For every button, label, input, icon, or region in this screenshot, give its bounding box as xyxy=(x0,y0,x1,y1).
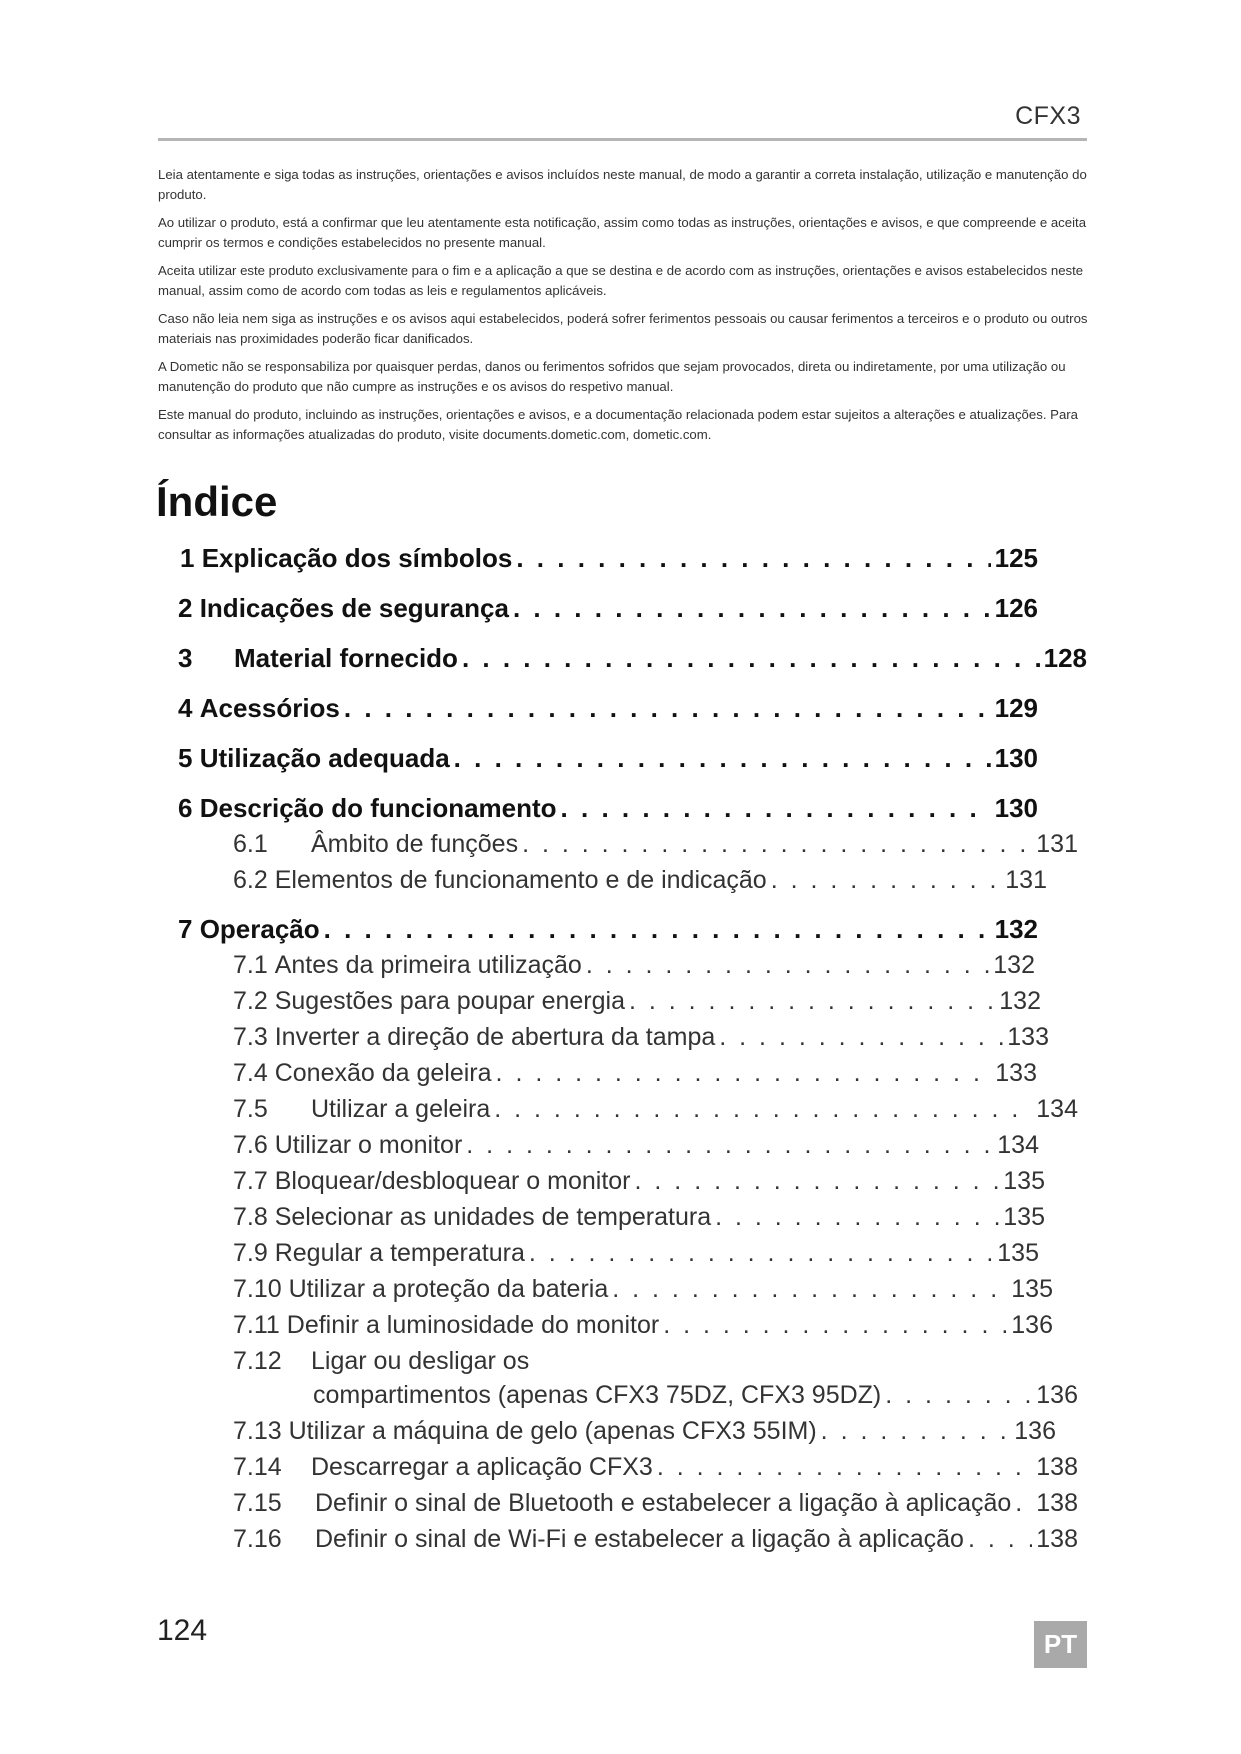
intro-paragraph: Leia atentamente e siga todas as instruções, orientações e avisos incluídos neste manual, de modo a garantir a correta instalação, utilização e manutenção do produto. xyxy=(158,167,1087,202)
toc-leader-dots xyxy=(462,643,1040,674)
toc-entry-2[interactable] xyxy=(178,593,1038,624)
toc-entry-text: Conexão da geleira xyxy=(274,1059,492,1087)
toc-leader-dots xyxy=(715,1203,999,1232)
toc-entry-7-10[interactable] xyxy=(233,1275,1053,1304)
toc-entry-5[interactable] xyxy=(178,743,1038,774)
intro-paragraph: Este manual do produto, incluindo as instruções, orientações e avisos, e a documentação relacionada podem estar sujeitos a alterações e atualizações. Para consultar as informações atualizadas do produto, visite documents.dometic.com, dometic.com. xyxy=(158,407,1079,442)
toc-entry-number: 7.15 xyxy=(233,1489,282,1517)
toc-leader-dots xyxy=(496,1059,992,1088)
toc-entry-number: 5 xyxy=(178,743,193,773)
toc-entry-page: 131 xyxy=(1036,830,1078,858)
toc-leader-dots xyxy=(454,743,991,774)
toc-entry-number: 1 xyxy=(180,543,195,573)
toc-entry-number: 4 xyxy=(178,693,193,723)
toc-entry-text: Utilizar a geleira xyxy=(311,1095,491,1123)
toc-entry-page: 133 xyxy=(1007,1023,1049,1051)
toc-entry-page: 129 xyxy=(994,693,1038,723)
toc-entry-page: 130 xyxy=(994,743,1038,773)
language-badge: PT xyxy=(1034,1621,1087,1668)
toc-entry-7-2[interactable] xyxy=(233,987,1041,1016)
toc-entry-page: 132 xyxy=(999,987,1041,1015)
toc-entry-text: Material fornecido xyxy=(234,643,458,673)
toc-entry-text: Inverter a direção de abertura da tampa xyxy=(274,1023,716,1051)
toc-entry-number: 7.4 xyxy=(233,1059,268,1087)
toc-entry-number: 7.7 xyxy=(233,1167,268,1195)
toc-entry-text: Descrição do funcionamento xyxy=(199,793,557,823)
toc-entry-number: 7.1 xyxy=(233,951,268,979)
toc-entry-1[interactable] xyxy=(180,543,1038,574)
toc-entry-text: Antes da primeira utilização xyxy=(274,951,582,979)
toc-entry-page: 128 xyxy=(1043,643,1087,673)
toc-entry-number: 7.2 xyxy=(233,987,268,1015)
toc-entry-7-1[interactable] xyxy=(233,951,1035,980)
toc-entry-text: Sugestões para poupar energia xyxy=(274,987,625,1015)
toc-leader-dots xyxy=(522,830,1032,859)
intro-paragraph: A Dometic não se responsabiliza por quaisquer perdas, danos ou ferimentos sofridos que sejam provocados, direta ou indiretamente, por uma utilização ou manutenção do produto que não cumpre as instruções e os avisos do respetivo manual. xyxy=(158,359,1066,394)
toc-leader-dots xyxy=(586,951,989,980)
toc-entry-number: 7.10 xyxy=(233,1275,282,1303)
toc-entry-number: 3 xyxy=(178,643,193,673)
toc-entry-text: Indicações de segurança xyxy=(199,593,509,623)
toc-entry-page: 136 xyxy=(1011,1311,1053,1339)
toc-entry-7-3[interactable] xyxy=(233,1023,1049,1052)
toc-leader-dots xyxy=(771,866,1002,895)
toc-entry-7-15[interactable] xyxy=(233,1489,1078,1518)
toc-entry-page: 135 xyxy=(1003,1203,1045,1231)
toc-entry-text: Utilizar a proteção da bateria xyxy=(288,1275,609,1303)
toc-leader-dots xyxy=(324,914,991,945)
toc-entry-7-6[interactable] xyxy=(233,1131,1039,1160)
toc-entry-number: 7.11 xyxy=(233,1311,280,1339)
toc-entry-page: 125 xyxy=(994,543,1038,573)
toc-entry-7-7[interactable] xyxy=(233,1167,1045,1196)
document-header-title: CFX3 xyxy=(1015,102,1081,130)
toc-entry-page: 138 xyxy=(1036,1453,1078,1481)
toc-leader-dots xyxy=(494,1095,1032,1124)
page-number: 124 xyxy=(157,1614,208,1647)
toc-entry-text: Selecionar as unidades de temperatura xyxy=(274,1203,712,1231)
toc-leader-dots xyxy=(561,793,991,824)
toc-entry-number: 7.8 xyxy=(233,1203,268,1231)
toc-entry-page: 135 xyxy=(997,1239,1039,1267)
toc-entry-text: Descarregar a aplicação CFX3 xyxy=(311,1453,653,1481)
toc-entry-page: 136 xyxy=(1014,1417,1056,1445)
toc-entry-7-12-continued[interactable] xyxy=(313,1381,1078,1410)
toc-entry-6-1[interactable] xyxy=(233,830,1078,859)
toc-entry-number: 7.9 xyxy=(233,1239,268,1267)
toc-entry-text-continued: compartimentos (apenas CFX3 75DZ, CFX3 95DZ) xyxy=(313,1381,882,1409)
toc-entry-page: 136 xyxy=(1036,1381,1078,1409)
toc-entry-7-16[interactable] xyxy=(233,1525,1078,1554)
toc-entry-number: 6.1 xyxy=(233,830,268,858)
toc-entry-number: 2 xyxy=(178,593,193,623)
toc-entry-page: 130 xyxy=(994,793,1038,823)
toc-entry-number: 7.6 xyxy=(233,1131,268,1159)
toc-entry-page: 138 xyxy=(1036,1489,1078,1517)
toc-entry-7-14[interactable] xyxy=(233,1453,1078,1482)
toc-entry-3[interactable] xyxy=(178,643,1087,674)
toc-entry-text: Acessórios xyxy=(199,693,340,723)
intro-paragraph: Caso não leia nem siga as instruções e os avisos aqui estabelecidos, poderá sofrer ferimentos pessoais ou causar ferimentos a terceiros e o produto ou outros materiais nas proximidades poderão ficar danificados. xyxy=(158,311,1088,346)
toc-leader-dots xyxy=(821,1417,1011,1446)
toc-entry-number: 7.5 xyxy=(233,1095,268,1123)
toc-entry-page: 131 xyxy=(1005,866,1047,894)
toc-title: Índice xyxy=(156,478,278,525)
toc-entry-number: 7.16 xyxy=(233,1525,282,1553)
toc-leader-dots xyxy=(612,1275,1007,1304)
toc-leader-dots xyxy=(663,1311,1007,1340)
toc-entry-page: 135 xyxy=(1011,1275,1053,1303)
toc-entry-7-4[interactable] xyxy=(233,1059,1037,1088)
toc-entry-page: 126 xyxy=(994,593,1038,623)
toc-entry-text: Definir o sinal de Wi-Fi e estabelecer a ligação à aplicação xyxy=(315,1525,964,1553)
toc-leader-dots xyxy=(635,1167,1000,1196)
toc-entry-text: Operação xyxy=(199,914,320,944)
toc-entry-number: 6.2 xyxy=(233,866,268,894)
toc-entry-6-2[interactable] xyxy=(233,866,1047,895)
toc-entry-number: 7.3 xyxy=(233,1023,268,1051)
toc-entry-page: 133 xyxy=(995,1059,1037,1087)
toc-entry-text: Ligar ou desligar os xyxy=(311,1347,530,1375)
toc-entry-page: 134 xyxy=(997,1131,1039,1159)
toc-leader-dots xyxy=(513,593,991,624)
toc-leader-dots xyxy=(629,987,995,1016)
intro-paragraph: Ao utilizar o produto, está a confirmar que leu atentamente esta notificação, assim como todas as instruções, orientações e avisos, e que compreende e aceita cumprir os termos e condições estabelecidos no presente manual. xyxy=(158,215,1087,250)
toc-entry-4[interactable] xyxy=(178,693,1038,724)
toc-entry-number: 7.13 xyxy=(233,1417,282,1445)
toc-entry-7-11[interactable] xyxy=(233,1311,1053,1340)
intro-paragraph: Aceita utilizar este produto exclusivamente para o fim e a aplicação a que se destina e de acordo com as instruções, orientações e avisos estabelecidos neste manual, assim como de acordo com todas as leis e regulamentos aplicáveis. xyxy=(158,263,1084,298)
toc-leader-dots xyxy=(1015,1489,1032,1518)
toc-entry-page: 135 xyxy=(1003,1167,1045,1195)
toc-entry-text: Definir a luminosidade do monitor xyxy=(286,1311,660,1339)
toc-entry-7[interactable] xyxy=(178,914,1038,945)
toc-entry-7-8[interactable] xyxy=(233,1203,1045,1232)
toc-entry-text: Explicação dos símbolos xyxy=(201,543,513,573)
toc-entry-text: Elementos de funcionamento e de indicação xyxy=(274,866,767,894)
toc-leader-dots xyxy=(466,1131,993,1160)
toc-leader-dots xyxy=(968,1525,1032,1554)
toc-entry-number: 6 xyxy=(178,793,193,823)
toc-leader-dots xyxy=(516,543,990,574)
toc-leader-dots xyxy=(657,1453,1032,1482)
toc-entry-page: 138 xyxy=(1036,1525,1078,1553)
toc-entry-page: 132 xyxy=(994,914,1038,944)
toc-entry-text: Utilização adequada xyxy=(199,743,450,773)
toc-entry-number: 7.12 xyxy=(233,1347,282,1375)
toc-leader-dots xyxy=(719,1023,1003,1052)
toc-entry-text: Bloquear/desbloquear o monitor xyxy=(274,1167,631,1195)
toc-leader-dots xyxy=(529,1239,993,1268)
toc-entry-7-5[interactable] xyxy=(233,1095,1078,1124)
toc-entry-page: 134 xyxy=(1036,1095,1078,1123)
toc-entry-number: 7.14 xyxy=(233,1453,282,1481)
toc-entry-text: Definir o sinal de Bluetooth e estabelecer a ligação à aplicação xyxy=(315,1489,1012,1517)
toc-entry-text: Utilizar o monitor xyxy=(274,1131,463,1159)
toc-entry-6[interactable] xyxy=(178,793,1038,824)
toc-entry-7-9[interactable] xyxy=(233,1239,1039,1268)
toc-entry-text: Âmbito de funções xyxy=(311,830,519,858)
toc-leader-dots xyxy=(885,1381,1032,1410)
toc-entry-page: 132 xyxy=(993,951,1035,979)
toc-entry-7-12[interactable] xyxy=(233,1347,833,1376)
toc-entry-text: Regular a temperatura xyxy=(274,1239,525,1267)
toc-entry-text: Utilizar a máquina de gelo (apenas CFX3 55IM) xyxy=(288,1417,817,1445)
toc-entry-number: 7 xyxy=(178,914,193,944)
toc-entry-7-13[interactable] xyxy=(233,1417,1056,1446)
toc-leader-dots xyxy=(344,693,991,724)
